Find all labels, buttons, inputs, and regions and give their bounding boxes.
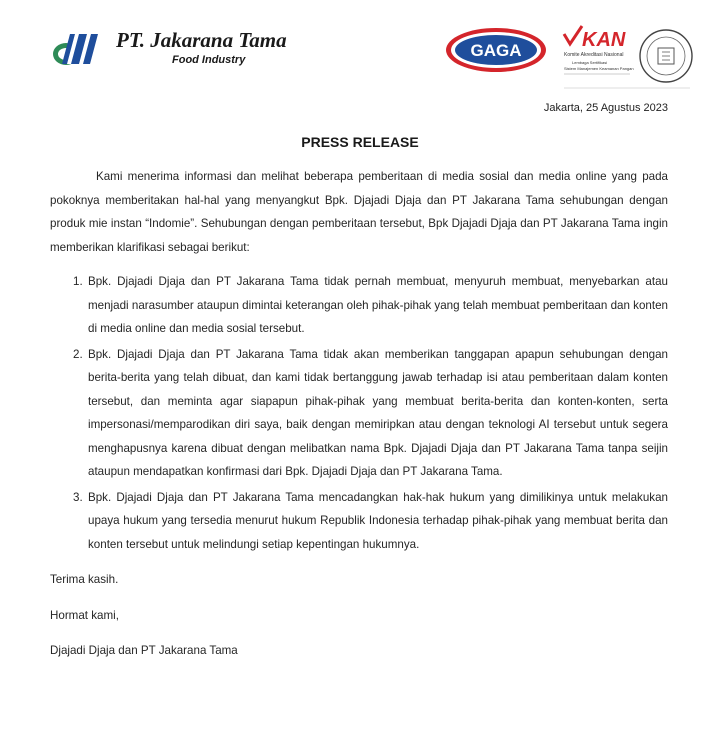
closing-thanks: Terima kasih. xyxy=(50,573,119,586)
gaga-logo-text: GAGA xyxy=(470,41,522,60)
intro-paragraph: Kami menerima informasi dan melihat beberapa pemberitaan di media sosial dan media online yang pada pokoknya memberitakan hal-hal yang menyangkut Bpk. Djajadi Djaja dan PT Jakarana Tama sehubungan dengan produk mie instan “Indomie”. Sehubungan dengan pemberitaan tersebut, Bpk Djajadi Djaja dan PT Jakarana Tama ingin memberikan klarifikasi sebagai berikut: xyxy=(50,170,668,254)
list-item-number: 2. xyxy=(73,347,83,361)
release-date: Jakarta, 25 Agustus 2023 xyxy=(543,102,668,114)
list-item-number: 1. xyxy=(73,275,83,288)
company-subtitle: Food Industry xyxy=(172,54,246,66)
list-item-text: Bpk. Djajadi Djaja dan PT Jakarana Tama mencadangkan hak-hak hukum yang dimilikinya untuk melakukan upaya hukum yang tersedia menurut hukum Republik Indonesia terhadap pihak-pihak yang membuat berita dan konten tersebut untuk melindungi setiap kepentingan hukumnya. xyxy=(88,490,668,551)
list-item-text: Bpk. Djajadi Djaja dan PT Jakarana Tama tidak akan memberikan tanggapan apapun sehubungan dengan berita-berita yang telah dibuat, dan kami tidak bertanggung jawab terhadap isi atau pemberitaan dalam konten tersebut, dan meminta agar siapapun pihak-pihak yang membuat berita-berita dan konten-konten, serta impersonasi/memparodikan diri saya, baik dengan memiripkan atau dengan teknologi AI tersebut untuk segera menghapusnya karena dibuat dengan melibatkan nama Bpk. Djajadi Djaja dan PT Jakarana Tama tanpa seijin ataupun mendapatkan konfirmasi dari Bpk. Djajadi Djaja dan PT Jakarana Tama. xyxy=(88,347,668,478)
list-item xyxy=(50,343,668,484)
kan-subtitle-1: Komite Akreditasi Nasional xyxy=(564,52,624,58)
page-title: PRESS RELEASE xyxy=(301,134,419,150)
list-item xyxy=(50,270,668,341)
closing-regards: Hormat kami, xyxy=(50,608,119,622)
closing-block xyxy=(50,568,668,663)
list-item-number: 3. xyxy=(73,490,83,504)
company-logo-icon xyxy=(50,28,108,68)
signatory: Djajadi Djaja dan PT Jakarana Tama xyxy=(50,644,238,657)
list-item-text: Bpk. Djajadi Djaja dan PT Jakarana Tama tidak pernah membuat, menyuruh membuat, menyebarkan atau menjadi narasumber ataupun dimintai keterangan oleh pihak-pihak yang telah membuat pemberitaan dan konten di media online dan media sosial tersebut. xyxy=(88,275,668,335)
kan-subtitle-2: Lembaga Sertifikasi xyxy=(572,60,608,65)
list-item xyxy=(50,486,668,557)
release-body xyxy=(50,165,668,675)
kan-accreditation-logo xyxy=(560,20,698,92)
company-name: PT. Jakarana Tama xyxy=(116,28,287,52)
kan-logo-text: KAN xyxy=(582,29,626,51)
clarification-list xyxy=(50,270,668,556)
gaga-brand-logo xyxy=(444,26,548,74)
kan-subtitle-3: Sistem Manajemen Keamanan Pangan xyxy=(564,66,634,71)
